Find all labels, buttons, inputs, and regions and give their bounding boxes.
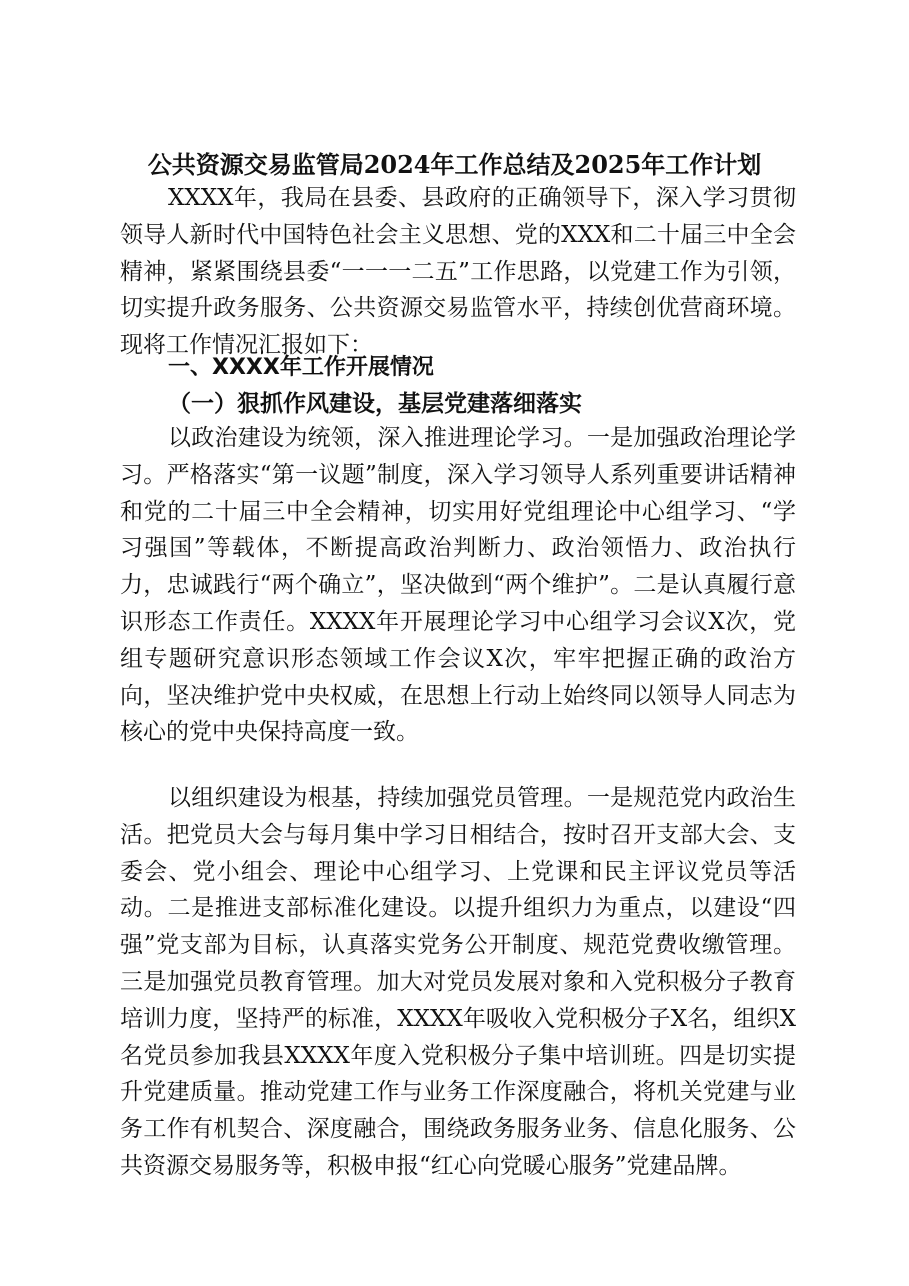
intro-paragraph: XXXX年，我局在县委、县政府的正确领导下，深入学习贯彻领导人新时代中国特色社会主义思想、党的XXX和二十届三中全会精神，紧紧围绕县委“一一一二五”工作思路，以党建工作为引领，切实提升政务服务、公共资源交易监管水平，持续创优营商环境。现将工作情况汇报如下：	[120, 185, 796, 359]
section-heading: 一、XXXX年工作开展情况	[168, 355, 434, 380]
body-paragraph-organization: 以组织建设为根基，持续加强党员管理。一是规范党内政治生活。把党员大会与每月集中学习日相结合，按时召开支部大会、支委会、党小组会、理论中心组学习、上党课和民主评议党员等活动。二是推进支部标准化建设。以提升组织力为重点，以建设“四强”党支部为目标，认真落实党务公开制度、规范党费收缴管理。三是加强党员教育管理。加大对党员发展对象和入党积极分子教育培训力度，坚持严的标准，XXXX年吸收入党积极分子X名，组织X名党员参加我县XXXX年度入党积极分子集中培训班。四是切实提升党建质量。推动党建工作与业务工作深度融合，将机关党建与业务工作有机契合、深度融合，围绕政务服务业务、信息化服务、公共资源交易服务等，积极申报“红心向党暖心服务”党建品牌。	[120, 785, 796, 1179]
body-paragraph-political: 以政治建设为统领，深入推进理论学习。一是加强政治理论学习。严格落实“第一议题”制度，深入学习领导人系列重要讲话精神和党的二十届三中全会精神，切实用好党组理论中心组学习、“学习强国”等载体，不断提高政治判断力、政治领悟力、政治执行力，忠诚践行“两个确立”，坚决做到“两个维护”。二是认真履行意识形态工作责任。XXXX年开展理论学习中心组学习会议X次，党组专题研究意识形态领域工作会议X次，牢牢把握正确的政治方向，坚决维护党中央权威，在思想上行动上始终同以领导人同志为核心的党中央保持高度一致。	[120, 425, 796, 746]
document-title: 公共资源交易监管局2024年工作总结及2025年工作计划	[147, 150, 762, 179]
subsection-heading: （一）狠抓作风建设，基层党建落细落实	[168, 390, 582, 417]
